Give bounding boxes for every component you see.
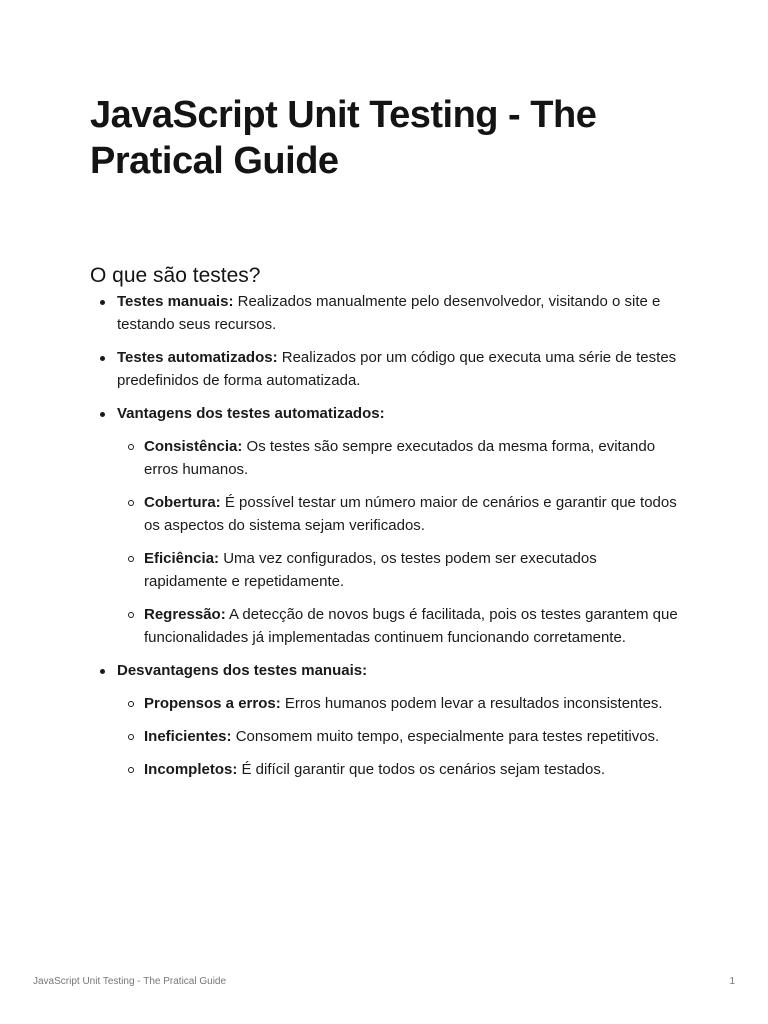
sublist-item-term: Ineficientes:: [144, 728, 232, 745]
list-item-advantages: [117, 402, 680, 649]
sublist-item-text: Erros humanos podem levar a resultados inconsistentes.: [280, 695, 663, 712]
advantages-heading: Vantagens dos testes automatizados:: [117, 405, 385, 422]
sublist-item-term: Incompletos:: [144, 761, 238, 778]
page-title: JavaScript Unit Testing - The Pratical Guide: [90, 94, 597, 182]
advantages-sublist: [117, 435, 680, 649]
sublist-item-text: É difícil garantir que todos os cenários sejam testados.: [237, 761, 606, 778]
disadvantages-sublist: [117, 692, 680, 781]
list-item-text: Realizados por um código que executa uma série de testes predefinidos de forma automatizada.: [117, 349, 677, 389]
sublist-item-term: Consistência:: [144, 438, 243, 455]
footer-document-title: JavaScript Unit Testing - The Pratical Guide: [33, 976, 227, 987]
disadvantages-heading: Desvantagens dos testes manuais:: [117, 662, 368, 679]
sublist-item-text: Consomem muito tempo, especialmente para testes repetitivos.: [231, 728, 660, 745]
list-item-term: Testes manuais:: [117, 293, 234, 310]
list-item-term: Testes automatizados:: [117, 349, 278, 366]
sublist-item: [144, 758, 680, 781]
list-item-automated-tests: [117, 346, 680, 392]
list-item-disadvantages: [117, 659, 680, 781]
sublist-item-text: É possível testar um número maior de cenários e garantir que todos os aspectos do sistema sejam verificados.: [144, 494, 677, 534]
section-title: O que são testes?: [90, 264, 261, 287]
sublist-item: [144, 435, 680, 481]
testing-types-list: [90, 290, 680, 392]
sublist-item-term: Eficiência:: [144, 550, 220, 567]
document-page: [90, 92, 680, 791]
sublist-item: [144, 547, 680, 593]
sublist-item: [144, 692, 680, 715]
pros-cons-list: [90, 402, 680, 781]
sublist-item: [144, 603, 680, 649]
sublist-item: [144, 491, 680, 537]
list-item-manual-tests: [117, 290, 680, 336]
sublist-item-term: Propensos a erros:: [144, 695, 281, 712]
sublist-item-term: Cobertura:: [144, 494, 221, 511]
sublist-item-text: Os testes são sempre executados da mesma forma, evitando erros humanos.: [144, 438, 656, 478]
sublist-item-text: A detecção de novos bugs é facilitada, pois os testes garantem que funcionalidades já implementadas continuem funcionando corretamente.: [144, 606, 678, 646]
sublist-item-term: Regressão:: [144, 606, 226, 623]
sublist-item: [144, 725, 680, 748]
footer-page-number: 1: [729, 976, 735, 987]
sublist-item-text: Uma vez configurados, os testes podem ser executados rapidamente e repetidamente.: [144, 550, 597, 590]
list-item-text: Realizados manualmente pelo desenvolvedor, visitando o site e testando seus recursos.: [117, 293, 661, 333]
